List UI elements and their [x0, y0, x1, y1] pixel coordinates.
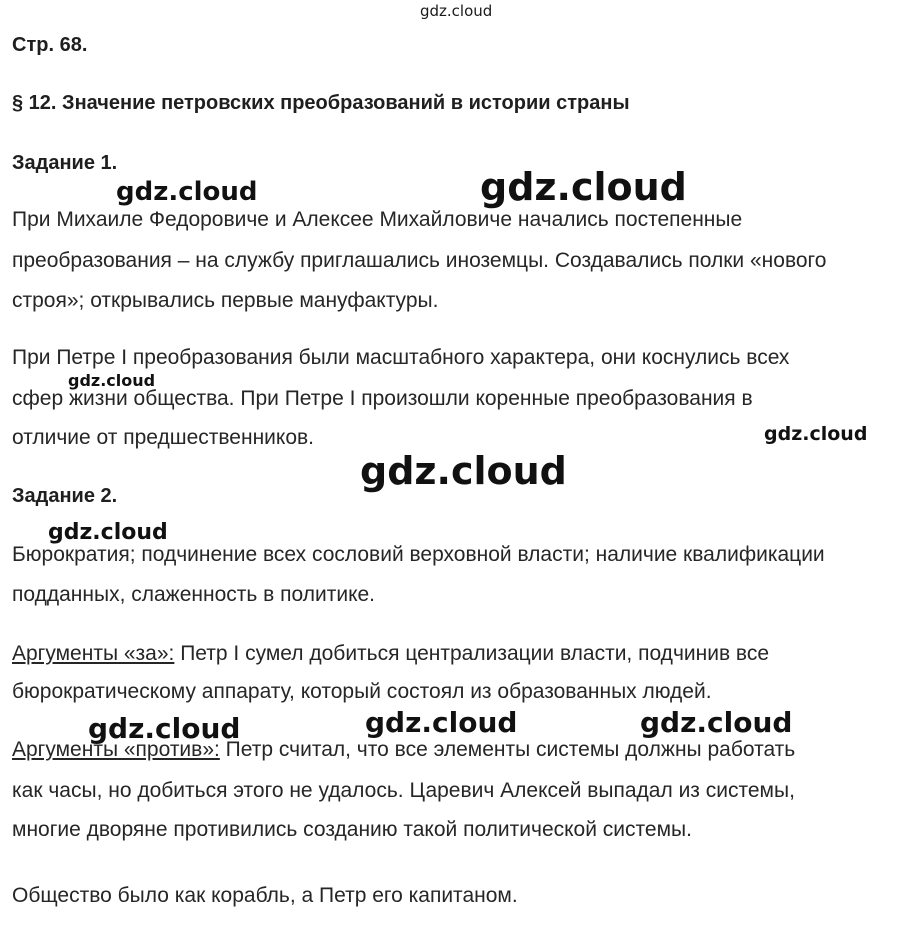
args-against-text: Петр считал, что все элементы системы должны работать [219, 738, 796, 761]
task2-p1-line1: Бюрократия; подчинение всех сословий верховной власти; наличие квалификации [12, 543, 825, 566]
task2-p1-line2: подданных, слаженность в политике. [12, 583, 376, 606]
args-for-label: Аргументы «за»: [12, 642, 175, 665]
watermark: gdz.cloud [116, 177, 258, 207]
task1-heading: Задание 1. [12, 152, 118, 174]
watermark: gdz.cloud [48, 520, 168, 545]
args-against-line3: многие дворяне противились созданию такой политической системы. [12, 818, 692, 841]
task1-p2-line3: отличие от предшественников. [12, 426, 314, 449]
task1-p1-line3: строя»; открывались первые мануфактуры. [12, 289, 439, 312]
conclusion: Общество было как корабль, а Петр его капитаном. [12, 884, 518, 907]
top-watermark: gdz.cloud [420, 2, 493, 20]
watermark: gdz.cloud [365, 706, 518, 739]
args-against-label: Аргументы «против»: [12, 738, 220, 761]
task2-heading: Задание 2. [12, 485, 118, 507]
watermark: gdz.cloud [480, 165, 687, 209]
watermark: gdz.cloud [640, 706, 793, 739]
page-label: Стр. 68. [12, 34, 88, 56]
watermark: gdz.cloud [68, 371, 156, 390]
watermark: gdz.cloud [88, 712, 241, 745]
watermark: gdz.cloud [360, 449, 567, 493]
args-for-line1 [12, 642, 769, 666]
task1-p1-line1: При Михаиле Федоровиче и Алексее Михайловиче начались постепенные [12, 208, 743, 231]
args-for-line2: бюрократическому аппарату, который состоял из образованных людей. [12, 680, 712, 703]
section-title: § 12. Значение петровских преобразований в истории страны [12, 92, 630, 114]
args-for-text: Петр I сумел добиться централизации власти, подчинив все [174, 642, 770, 665]
watermark: gdz.cloud [764, 423, 868, 445]
task1-p2-line1: При Петре I преобразования были масштабного характера, они коснулись всех [12, 346, 790, 369]
task1-p2-line2: сфер жизни общества. При Петре I произошли коренные преобразования в [12, 387, 753, 410]
args-against-line2: как часы, но добиться этого не удалось. Царевич Алексей выпадал из системы, [12, 779, 795, 802]
task1-p1-line2: преобразования – на службу приглашались иноземцы. Создавались полки «нового [12, 249, 827, 272]
